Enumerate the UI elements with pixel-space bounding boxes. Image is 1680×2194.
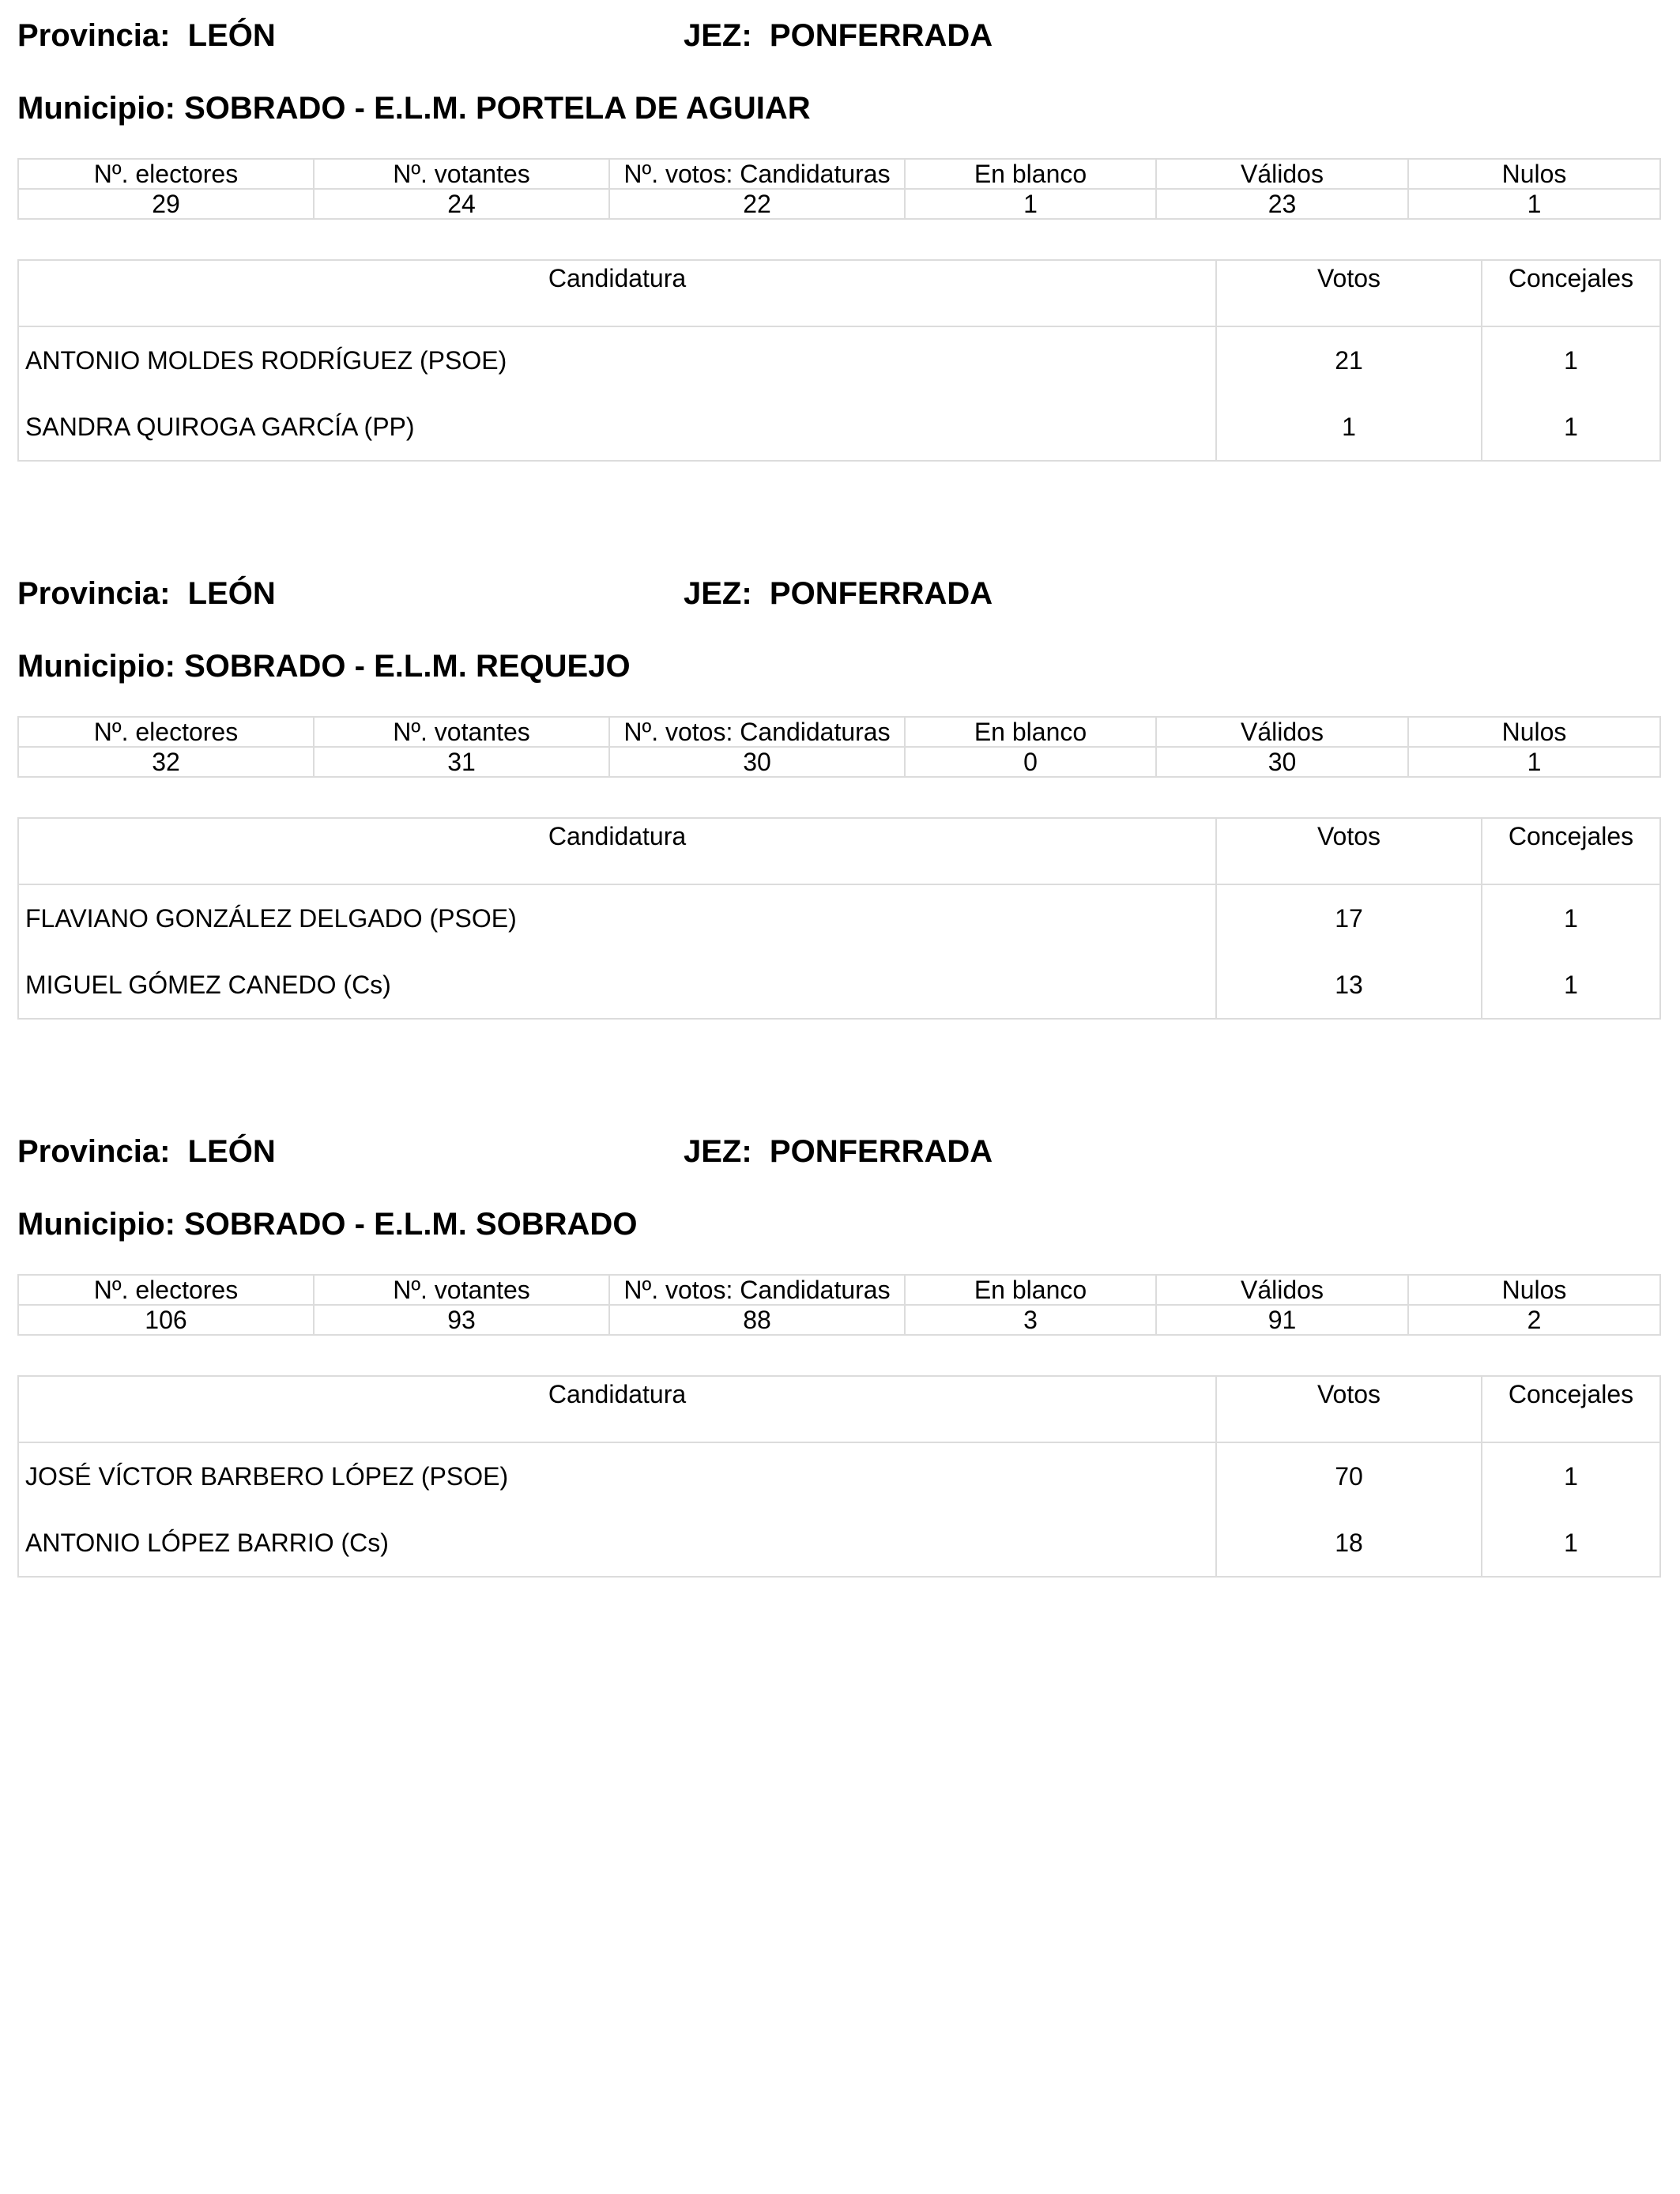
stats-en-blanco: 1: [905, 189, 1156, 219]
stats-en-blanco: 3: [905, 1305, 1156, 1335]
jez-heading: JEZ: PONFERRADA: [684, 1134, 993, 1169]
stats-nulos: 2: [1408, 1305, 1660, 1335]
stats-header-en-blanco: En blanco: [905, 1275, 1156, 1305]
stats-header-votantes: Nº. votantes: [314, 717, 609, 747]
candidates-header-row: [18, 260, 1660, 326]
candidates-header-row: [18, 1376, 1660, 1442]
candidate-votos: 21: [1216, 326, 1482, 394]
table-row: [18, 1442, 1660, 1510]
candidate-name: ANTONIO MOLDES RODRÍGUEZ (PSOE): [18, 326, 1216, 394]
table-row: [18, 326, 1660, 394]
votos-column-header: Votos: [1216, 260, 1482, 326]
stats-header-row: [18, 159, 1660, 189]
stats-header-row: [18, 717, 1660, 747]
stats-header-nulos: Nulos: [1408, 159, 1660, 189]
stats-header-votantes: Nº. votantes: [314, 1275, 609, 1305]
table-row: [18, 394, 1660, 461]
candidate-votos: 13: [1216, 952, 1482, 1019]
stats-votantes: 93: [314, 1305, 609, 1335]
concejales-column-header: Concejales: [1482, 818, 1660, 884]
municipio-heading: Municipio: SOBRADO - E.L.M. PORTELA DE AGUIAR: [17, 91, 811, 126]
candidate-votos: 18: [1216, 1510, 1482, 1577]
section-sobrado: [17, 1132, 1659, 1557]
candidate-name: SANDRA QUIROGA GARCÍA (PP): [18, 394, 1216, 461]
stats-validos: 30: [1156, 747, 1408, 777]
candidates-table: [17, 259, 1661, 462]
votos-column-header: Votos: [1216, 818, 1482, 884]
stats-header-row: [18, 1275, 1660, 1305]
stats-nulos: 1: [1408, 189, 1660, 219]
provincia-heading: Provincia: LEÓN: [17, 576, 276, 611]
stats-electores: 29: [18, 189, 314, 219]
section-header: [17, 16, 1659, 55]
stats-header-votantes: Nº. votantes: [314, 159, 609, 189]
provincia-value: LEÓN: [187, 1134, 276, 1169]
stats-validos: 91: [1156, 1305, 1408, 1335]
stats-header-votos-candidaturas: Nº. votos: Candidaturas: [609, 159, 905, 189]
candidate-votos: 1: [1216, 394, 1482, 461]
candidate-votos: 70: [1216, 1442, 1482, 1510]
candidatura-column-header: Candidatura: [18, 260, 1216, 326]
candidates-table: [17, 1375, 1661, 1578]
candidate-votos: 17: [1216, 884, 1482, 952]
stats-value-row: [18, 189, 1660, 219]
stats-value-row: [18, 1305, 1660, 1335]
municipio-value: SOBRADO - E.L.M. REQUEJO: [184, 649, 631, 684]
section-header: [17, 574, 1659, 613]
section-requejo: [17, 574, 1659, 999]
stats-electores: 106: [18, 1305, 314, 1335]
stats-value-row: [18, 747, 1660, 777]
stats-electores: 32: [18, 747, 314, 777]
jez-value: PONFERRADA: [769, 18, 993, 53]
concejales-column-header: Concejales: [1482, 260, 1660, 326]
provincia-heading: Provincia: LEÓN: [17, 1134, 276, 1169]
stats-votantes: 31: [314, 747, 609, 777]
stats-votos-candidaturas: 22: [609, 189, 905, 219]
candidate-name: FLAVIANO GONZÁLEZ DELGADO (PSOE): [18, 884, 1216, 952]
jez-heading: JEZ: PONFERRADA: [684, 18, 993, 53]
stats-header-electores: Nº. electores: [18, 1275, 314, 1305]
votos-column-header: Votos: [1216, 1376, 1482, 1442]
municipio-value: SOBRADO - E.L.M. SOBRADO: [184, 1207, 638, 1242]
candidate-concejales: 1: [1482, 394, 1660, 461]
candidate-concejales: 1: [1482, 884, 1660, 952]
stats-votos-candidaturas: 30: [609, 747, 905, 777]
stats-header-nulos: Nulos: [1408, 1275, 1660, 1305]
stats-en-blanco: 0: [905, 747, 1156, 777]
table-row: [18, 1510, 1660, 1577]
municipio-value: SOBRADO - E.L.M. PORTELA DE AGUIAR: [184, 91, 811, 126]
stats-header-votos-candidaturas: Nº. votos: Candidaturas: [609, 717, 905, 747]
stats-votos-candidaturas: 88: [609, 1305, 905, 1335]
section-header: [17, 1132, 1659, 1171]
candidate-concejales: 1: [1482, 326, 1660, 394]
municipio-heading: Municipio: SOBRADO - E.L.M. SOBRADO: [17, 1207, 638, 1242]
stats-header-electores: Nº. electores: [18, 159, 314, 189]
jez-value: PONFERRADA: [769, 1134, 993, 1169]
stats-header-en-blanco: En blanco: [905, 159, 1156, 189]
jez-heading: JEZ: PONFERRADA: [684, 576, 993, 611]
stats-header-validos: Válidos: [1156, 1275, 1408, 1305]
stats-nulos: 1: [1408, 747, 1660, 777]
candidate-concejales: 1: [1482, 952, 1660, 1019]
stats-validos: 23: [1156, 189, 1408, 219]
provincia-heading: Provincia: LEÓN: [17, 18, 276, 53]
stats-header-validos: Válidos: [1156, 717, 1408, 747]
stats-header-votos-candidaturas: Nº. votos: Candidaturas: [609, 1275, 905, 1305]
candidate-name: MIGUEL GÓMEZ CANEDO (Cs): [18, 952, 1216, 1019]
provincia-value: LEÓN: [187, 18, 276, 53]
stats-table: [17, 716, 1661, 778]
section-portela-de-aguiar: [17, 16, 1659, 441]
stats-votantes: 24: [314, 189, 609, 219]
stats-header-validos: Válidos: [1156, 159, 1408, 189]
candidate-concejales: 1: [1482, 1510, 1660, 1577]
table-row: [18, 884, 1660, 952]
candidates-table: [17, 817, 1661, 1020]
concejales-column-header: Concejales: [1482, 1376, 1660, 1442]
stats-table: [17, 1274, 1661, 1336]
candidatura-column-header: Candidatura: [18, 1376, 1216, 1442]
candidates-header-row: [18, 818, 1660, 884]
stats-header-electores: Nº. electores: [18, 717, 314, 747]
table-row: [18, 952, 1660, 1019]
stats-header-en-blanco: En blanco: [905, 717, 1156, 747]
municipio-heading: Municipio: SOBRADO - E.L.M. REQUEJO: [17, 649, 631, 684]
provincia-value: LEÓN: [187, 576, 276, 611]
candidate-name: ANTONIO LÓPEZ BARRIO (Cs): [18, 1510, 1216, 1577]
candidatura-column-header: Candidatura: [18, 818, 1216, 884]
stats-header-nulos: Nulos: [1408, 717, 1660, 747]
jez-value: PONFERRADA: [769, 576, 993, 611]
candidate-concejales: 1: [1482, 1442, 1660, 1510]
stats-table: [17, 158, 1661, 220]
candidate-name: JOSÉ VÍCTOR BARBERO LÓPEZ (PSOE): [18, 1442, 1216, 1510]
